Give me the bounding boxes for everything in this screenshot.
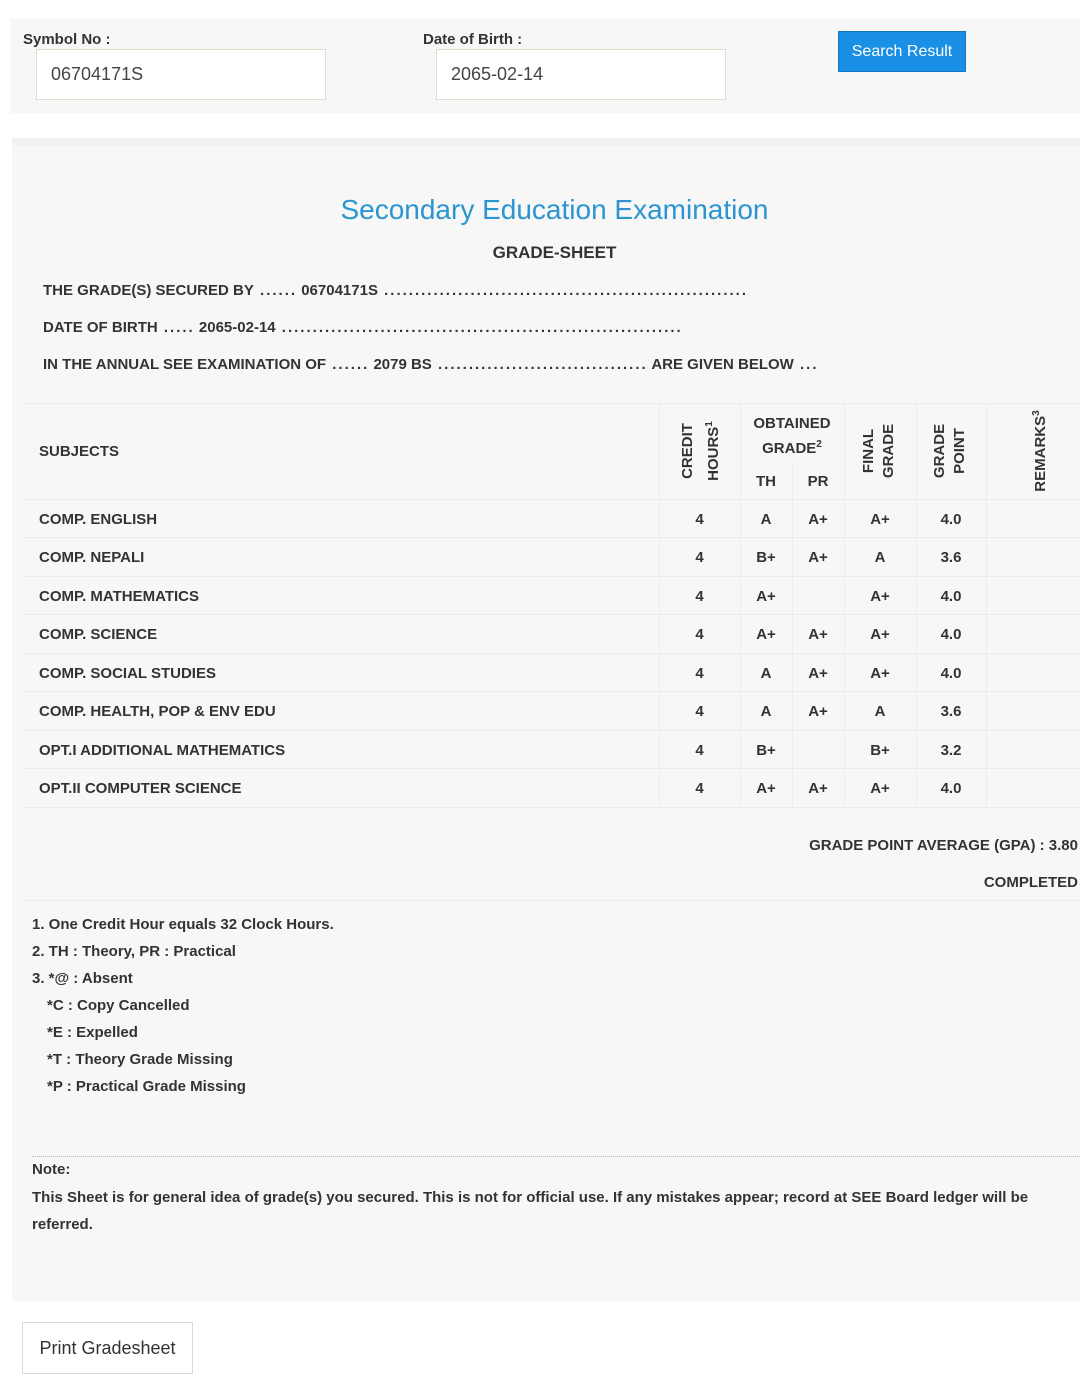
header-th: TH bbox=[756, 473, 776, 490]
credit-hours-cell: 4 bbox=[695, 549, 704, 566]
footnote-copy-cancelled: *C : Copy Cancelled bbox=[47, 997, 190, 1014]
table-row bbox=[12, 693, 1080, 731]
final-grade-cell: B+ bbox=[870, 741, 890, 759]
grade-sheet-heading: GRADE-SHEET bbox=[492, 243, 617, 262]
header-credit-hours: CREDIT HOURS$^1$ bbox=[679, 421, 722, 481]
pr-grade-cell: A+ bbox=[808, 703, 828, 720]
pr-grade-cell: A+ bbox=[808, 664, 828, 682]
footnote-th-pr: 2. TH : Theory, PR : Practical bbox=[32, 943, 236, 960]
footnote-theory-missing: *T : Theory Grade Missing bbox=[47, 1051, 233, 1068]
pr-grade-cell: A+ bbox=[808, 549, 828, 566]
footnote-expelled: *E : Expelled bbox=[47, 1024, 138, 1041]
page-title: Secondary Education Examination bbox=[340, 194, 769, 225]
th-grade-cell: A+ bbox=[756, 587, 776, 605]
final-grade-cell: A+ bbox=[870, 664, 890, 682]
header-obtained-grade: OBTAINED GRADE$^2$ bbox=[753, 415, 831, 457]
note-text: This Sheet is for general idea of grade(s) you secured. This is not for official use. If any mistakes appear; record at SEE Board ledger will be referred. bbox=[32, 1189, 1029, 1233]
pr-grade-cell: A+ bbox=[808, 510, 828, 528]
header-grade-point: GRADE POINT bbox=[931, 423, 968, 479]
pr-grade-cell bbox=[792, 577, 844, 615]
dob-label: Date of Birth : bbox=[423, 31, 523, 48]
note-divider bbox=[32, 1156, 1080, 1157]
grade-point-cell: 3.2 bbox=[940, 741, 962, 759]
symbol-no-input[interactable]: 06704171S bbox=[36, 49, 326, 100]
credit-hours-cell: 4 bbox=[695, 780, 704, 797]
credit-hours-cell: 4 bbox=[695, 664, 704, 682]
footnote-credit-hour: 1. One Credit Hour equals 32 Clock Hours. bbox=[32, 916, 334, 933]
grade-point-cell: 4.0 bbox=[940, 664, 962, 682]
pr-grade-cell: A+ bbox=[808, 780, 828, 797]
note-label: Note: bbox=[32, 1161, 71, 1178]
subject-cell: COMP. ENGLISH bbox=[39, 510, 158, 528]
th-grade-cell: A+ bbox=[756, 626, 776, 643]
gpa-summary: GRADE POINT AVERAGE (GPA) : 3.80 bbox=[809, 837, 1078, 854]
subject-cell: COMP. SOCIAL STUDIES bbox=[39, 664, 216, 682]
credit-hours-cell: 4 bbox=[695, 741, 704, 759]
credit-hours-cell: 4 bbox=[695, 703, 704, 720]
grade-point-cell: 4.0 bbox=[940, 626, 962, 643]
table-row bbox=[12, 577, 1080, 615]
header-final-grade: FINAL GRADE bbox=[860, 423, 897, 479]
table-row bbox=[12, 654, 1080, 692]
dob-input[interactable]: 2065-02-14 bbox=[436, 49, 726, 100]
search-result-button[interactable]: Search Result bbox=[838, 31, 966, 72]
final-grade-cell: A bbox=[874, 703, 886, 720]
final-grade-cell: A+ bbox=[870, 626, 890, 643]
subject-cell: OPT.II COMPUTER SCIENCE bbox=[39, 780, 242, 797]
final-grade-cell: A+ bbox=[870, 587, 890, 605]
grade-point-cell: 4.0 bbox=[940, 587, 962, 605]
final-grade-cell: A bbox=[874, 549, 886, 566]
table-row bbox=[12, 731, 1080, 769]
pr-grade-cell bbox=[792, 731, 844, 769]
th-grade-cell: A+ bbox=[756, 780, 776, 797]
grade-point-cell: 4.0 bbox=[940, 780, 962, 797]
header-subjects: SUBJECTS bbox=[39, 443, 120, 460]
table-row bbox=[12, 770, 1080, 808]
exam-suffix: ARE GIVEN BELOW bbox=[651, 356, 794, 373]
subject-cell: COMP. MATHEMATICS bbox=[39, 587, 199, 605]
table-row bbox=[12, 500, 1080, 538]
subject-cell: OPT.I ADDITIONAL MATHEMATICS bbox=[39, 741, 286, 759]
th-grade-cell: A bbox=[760, 703, 772, 720]
exam-line: IN THE ANNUAL SEE EXAMINATION OF ...... 2079 BS .................................. ARE GIVEN BELOW ... bbox=[43, 356, 819, 373]
table-row bbox=[12, 539, 1080, 577]
search-form bbox=[10, 18, 1080, 113]
pr-grade-cell: A+ bbox=[808, 626, 828, 643]
credit-hours-cell: 4 bbox=[695, 587, 704, 605]
dob-line-value: 2065-02-14 bbox=[198, 319, 276, 336]
subject-cell: COMP. SCIENCE bbox=[39, 626, 158, 643]
exam-value: 2079 BS bbox=[373, 356, 432, 373]
final-grade-cell: A+ bbox=[870, 780, 890, 797]
footnote-practical-missing: *P : Practical Grade Missing bbox=[47, 1078, 246, 1095]
grade-point-cell: 3.6 bbox=[940, 549, 962, 566]
symbol-no-label: Symbol No : bbox=[23, 31, 111, 48]
secured-by-label: THE GRADE(S) SECURED BY bbox=[43, 282, 254, 299]
header-pr: PR bbox=[807, 473, 829, 490]
credit-hours-cell: 4 bbox=[695, 510, 704, 528]
exam-label: IN THE ANNUAL SEE EXAMINATION OF bbox=[43, 356, 327, 373]
grade-point-cell: 3.6 bbox=[940, 703, 962, 720]
dob-line: DATE OF BIRTH ..... 2065-02-14 ................................................................. bbox=[43, 319, 683, 336]
dob-line-label: DATE OF BIRTH bbox=[43, 319, 158, 336]
print-gradesheet-button[interactable]: Print Gradesheet bbox=[22, 1322, 193, 1374]
header-remarks: REMARKS$^3$ bbox=[1031, 410, 1049, 492]
table-row bbox=[12, 616, 1080, 654]
completion-status: COMPLETED bbox=[983, 874, 1078, 891]
credit-hours-cell: 4 bbox=[695, 626, 704, 643]
subject-cell: COMP. HEALTH, POP & ENV EDU bbox=[39, 703, 276, 720]
th-grade-cell: A bbox=[760, 664, 772, 682]
secured-by-line: THE GRADE(S) SECURED BY ...... 06704171S ........................................................... bbox=[43, 282, 749, 299]
footnote-absent: 3. *@ : Absent bbox=[32, 970, 133, 987]
subject-cell: COMP. NEPALI bbox=[39, 549, 145, 566]
secured-by-value: 06704171S bbox=[301, 282, 378, 299]
grade-point-cell: 4.0 bbox=[940, 510, 962, 528]
gradesheet bbox=[12, 138, 1080, 1301]
th-grade-cell: B+ bbox=[756, 549, 776, 566]
th-grade-cell: B+ bbox=[756, 741, 776, 759]
final-grade-cell: A+ bbox=[870, 510, 890, 528]
th-grade-cell: A bbox=[760, 510, 772, 528]
